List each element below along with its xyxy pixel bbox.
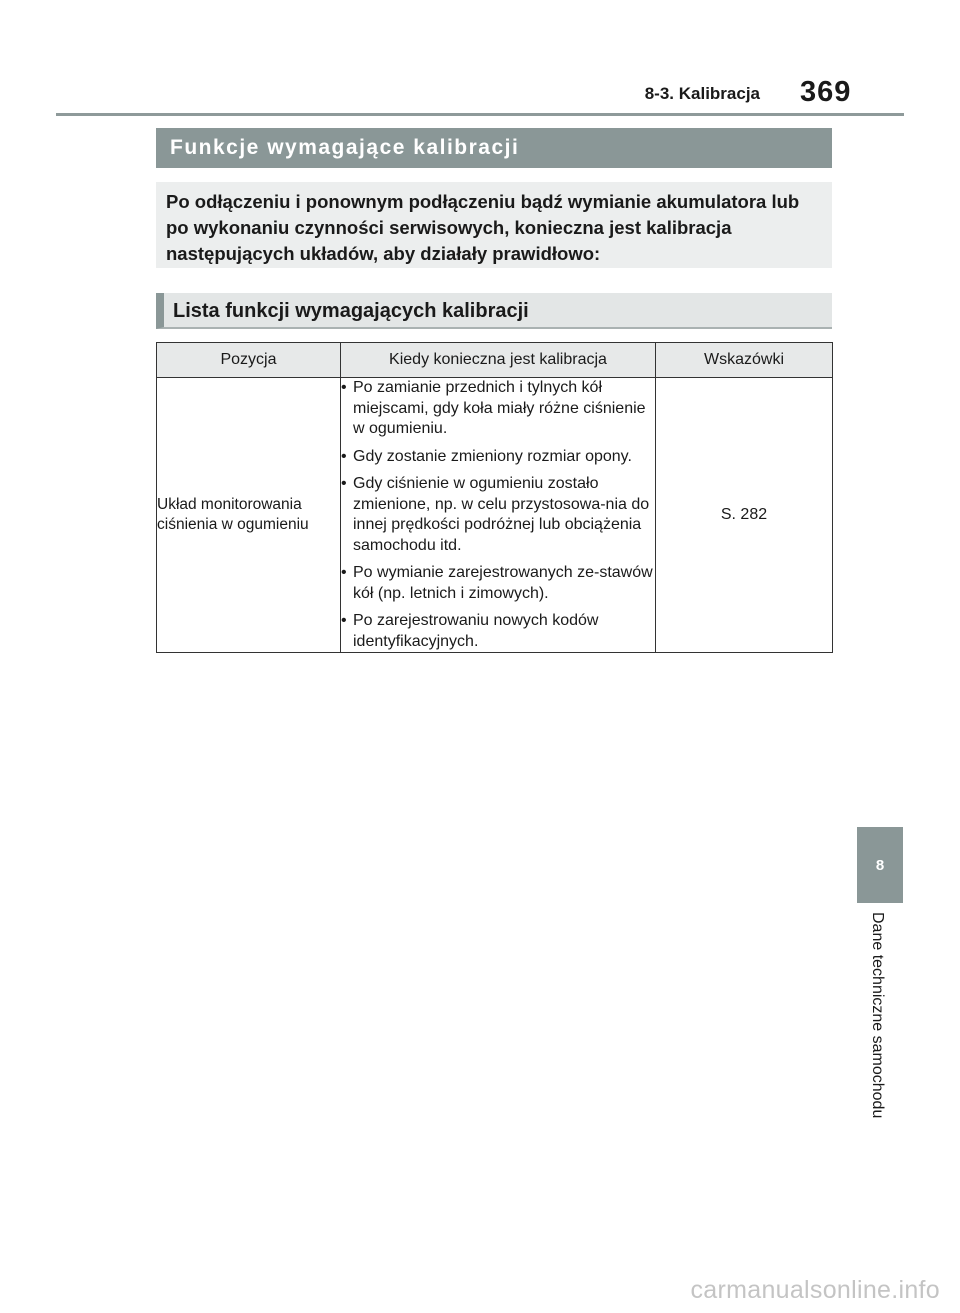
bullet-icon: • bbox=[341, 447, 347, 465]
table-row bbox=[157, 378, 833, 653]
column-header-when: Kiedy konieczna jest kalibracja bbox=[341, 343, 656, 378]
chapter-tab: 8 bbox=[857, 827, 903, 903]
table-header-row bbox=[157, 343, 833, 378]
bullet-icon: • bbox=[341, 564, 347, 581]
calibration-table bbox=[156, 342, 833, 653]
bullet-icon: • bbox=[341, 475, 347, 492]
watermark: carmanualsonline.info bbox=[690, 1276, 940, 1304]
bullet-icon: • bbox=[341, 379, 347, 396]
column-header-hint: Wskazówki bbox=[656, 343, 833, 378]
condition-item: • Gdy ciśnienie w ogumieniu zostało zmienione, np. w celu przystosowa-nia do innej prędkości podróżnej lub obciążenia samochodu itd. bbox=[341, 474, 655, 556]
condition-item: • Po zamianie przednich i tylnych kół miejscami, gdy koła miały różne ciśnienie w ogumieniu. bbox=[341, 378, 655, 440]
item-cell bbox=[157, 378, 341, 653]
item-name-line-1: Układ monitorowania bbox=[157, 496, 302, 513]
bullet-icon: • bbox=[341, 612, 347, 629]
intro-paragraph: Po odłączeniu i ponownym podłączeniu bądź wymianie akumulatora lub po wykonaniu czynności serwisowych, konieczna jest kalibracja następujących układów, aby działały prawidłowo: bbox=[156, 182, 832, 268]
chapter-label: Dane techniczne samochodu bbox=[869, 912, 886, 1119]
condition-item: • Gdy zostanie zmieniony rozmiar opony. bbox=[341, 447, 655, 468]
header-section-title: 8-3. Kalibracja bbox=[644, 84, 760, 103]
page-title: Funkcje wymagające kalibracji bbox=[156, 128, 832, 168]
conditions-cell bbox=[341, 378, 656, 653]
item-name-line-2: ciśnienia w ogumieniu bbox=[157, 516, 309, 533]
condition-item: • Po zarejestrowaniu nowych kodów identyfikacyjnych. bbox=[341, 611, 655, 652]
page-number: 369 bbox=[800, 76, 852, 108]
section-heading: Lista funkcji wymagających kalibracji bbox=[156, 293, 832, 329]
condition-item: • Po wymianie zarejestrowanych ze-stawów kół (np. letnich i zimowych). bbox=[341, 563, 655, 604]
hint-cell: S. 282 bbox=[656, 378, 833, 653]
header-divider bbox=[56, 113, 904, 116]
column-header-item: Pozycja bbox=[157, 343, 341, 378]
